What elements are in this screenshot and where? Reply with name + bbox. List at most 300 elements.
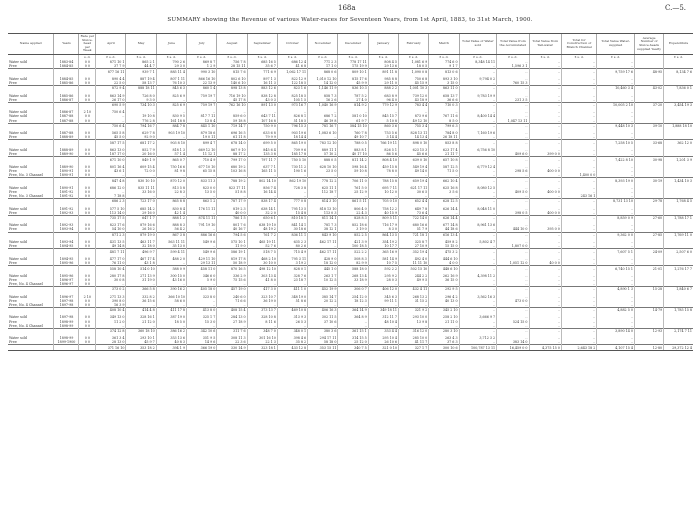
table-cell: .. (529, 119, 561, 124)
table-cell: 856 7 4 (247, 186, 277, 190)
table-cell: .. (126, 303, 156, 308)
column-header: April (96, 34, 126, 55)
table-cell: 57 1 4 (156, 152, 186, 157)
table-cell: 40 8 3 (156, 340, 186, 345)
table-cell: Free, No. 3 Channel (9, 172, 43, 177)
table-cell: 48 10 4 (368, 320, 398, 324)
column-header: November (308, 34, 338, 55)
table-cell: .. (561, 77, 597, 81)
table-cell: 686 12 0 (96, 186, 126, 190)
table-cell: Free, No. 4 Channel (9, 302, 43, 307)
table-cell: 313 9 3 (277, 315, 307, 319)
table-cell: 847 4 8 (96, 178, 126, 183)
table-cell: .. (561, 278, 597, 282)
table-cell: 35 13 0 (156, 244, 186, 249)
table-cell: 0 0 (79, 282, 96, 287)
table-cell: .. (459, 249, 497, 254)
table-cell: 82 9 9 (338, 261, 368, 266)
table-cell: .. (529, 85, 561, 90)
table-cell: Water sold (9, 148, 27, 152)
table-cell: .. (497, 282, 529, 287)
table-cell: 586 19 1 (217, 249, 247, 254)
table-cell: 40 15 9 (368, 211, 398, 216)
table-cell: 0 0 (79, 190, 96, 194)
table-cell: 433 12 8 (277, 345, 307, 351)
table-cell: .. (597, 77, 635, 81)
table-cell: 400 0 0 (529, 211, 561, 216)
table-cell: 822 12 9 (277, 77, 307, 81)
table-cell: .. (597, 81, 635, 86)
table-cell: 810 18 1 (277, 215, 307, 220)
table-cell: .. (561, 135, 597, 140)
table-cell: .. (497, 295, 529, 299)
table-cell: .. (561, 223, 597, 227)
table-cell: 871 2 3 (96, 232, 126, 237)
table-cell: 16,459 0 0 (497, 345, 529, 351)
table-cell: 27·60 (634, 215, 663, 220)
table-cell: 36 6 6 (429, 98, 459, 103)
table-cell: .. (597, 295, 635, 299)
table-cell: 18 5 0 (156, 320, 186, 324)
table-cell: 13 8 4 (187, 119, 217, 124)
table-cell: 29 13 6 (368, 64, 398, 69)
table-cell: 40 0 0 (217, 211, 247, 216)
table-cell: .. (338, 303, 368, 308)
table-cell: 364 8 9 (338, 315, 368, 319)
unit-cell: £ s. d. (429, 55, 459, 61)
table-cell: .. (187, 303, 217, 308)
table-cell: 1892-93 (54, 211, 79, 216)
table-cell: 799 6 3 (429, 123, 459, 128)
table-cell: 1,785 15 8 (664, 307, 693, 312)
table-cell: 1892-93 (54, 223, 79, 227)
table-cell: 699 5 0 (247, 140, 277, 145)
table-cell: 845 15 7 (368, 114, 398, 118)
table-cell: 778 17 11 (338, 60, 368, 64)
table-cell: 14 12 0 (308, 81, 338, 86)
table-cell: 92 9 0 (126, 135, 156, 140)
table-cell: 818 13 10 (308, 207, 338, 211)
table-cell: 107 16 8 (247, 119, 277, 124)
table-cell: .. (597, 110, 635, 114)
table-cell: 243 16 1 (561, 194, 597, 199)
table-cell: 362 12 0 (664, 140, 693, 145)
table-cell: 43 6 1 (96, 169, 126, 173)
table-cell: 8,400 14 4 (459, 114, 497, 118)
table-cell: .. (529, 114, 561, 118)
table-cell: 865 8 8 (156, 198, 186, 203)
table-cell: 891 13 0 (247, 102, 277, 107)
table-cell: 8,048 11 0 (459, 207, 497, 211)
table-cell: .. (529, 307, 561, 312)
column-header: September (247, 34, 277, 55)
table-cell: .. (277, 190, 307, 194)
table-cell: 29 13 11 (187, 261, 217, 266)
table-cell: 15 4 8 (277, 211, 307, 216)
table-cell: 0 0 (79, 324, 96, 329)
table-cell: 353 15 11 (308, 345, 338, 351)
table-cell: .. (597, 131, 635, 135)
table-cell: 502 15 10 (399, 266, 429, 271)
table-cell: 777 0 8 (277, 198, 307, 203)
table-cell: .. (459, 244, 497, 249)
table-cell: .. (497, 194, 529, 199)
unit-cell: £ s. d. (338, 55, 368, 61)
table-cell: 903 19 6 (277, 131, 307, 135)
table-cell: .. (156, 282, 186, 287)
table-cell: 808 4 10 (368, 157, 398, 162)
table-cell: 1,434 10 3 (664, 178, 693, 183)
table-cell: 884 7 8 (156, 123, 186, 128)
table-cell: 79 9 9 (247, 135, 277, 140)
table-cell: .. (308, 324, 338, 329)
column-header: March (429, 34, 459, 55)
table-cell: 1889-90 (54, 165, 79, 169)
table-cell: .. (459, 299, 497, 303)
table-cell: 432 4 11 (399, 286, 429, 291)
table-cell: 295 10 4 (368, 336, 398, 340)
table-cell: 750 6 4 (96, 110, 126, 114)
table-cell: .. (529, 207, 561, 211)
table-cell: 78 8 0 (368, 169, 398, 173)
table-cell: Free (9, 189, 17, 194)
table-cell: 2,507 6 0 (664, 249, 693, 254)
table-cell: 51 8 8 (217, 190, 247, 194)
table-cell: 408 10 4 (96, 307, 126, 312)
table-cell: Free (9, 168, 17, 173)
unit-cell: £ s. d. (597, 55, 635, 61)
table-cell: .. (308, 244, 338, 249)
table-cell: 352 19 4 (399, 249, 429, 254)
table-cell: 1891-92 (54, 190, 79, 194)
table-cell: 806 4 0 (338, 207, 368, 211)
table-cell: 3,562 16 3 (459, 295, 497, 299)
table-cell: .. (561, 110, 597, 114)
table-cell: 565 5 8 (96, 131, 126, 135)
table-cell: 787 5 2 (338, 94, 368, 98)
table-cell: 750 6 4 (96, 123, 126, 128)
table-cell: 8,859 0 9 (597, 215, 635, 220)
table-cell: .. (497, 278, 529, 282)
table-cell: .. (126, 194, 156, 199)
table-cell: .. (459, 69, 497, 74)
table-cell: 818 1 3 (156, 148, 186, 152)
table-cell: .. (247, 303, 277, 308)
table-cell: 609 15 4 (126, 165, 156, 169)
table-cell: 939 7 1 (126, 69, 156, 74)
table-cell: 776 2 8 (126, 119, 156, 124)
table-cell: 9,783 19 9 (459, 94, 497, 98)
table-cell: 845 1 10 (187, 123, 217, 128)
table-cell: 8 5 0 (429, 119, 459, 124)
table-cell: .. (597, 190, 635, 194)
table-cell: 1,201 3 9 (664, 157, 693, 162)
table-cell: 1896-97 (54, 278, 79, 282)
table-cell: 845 6 3 (156, 85, 186, 90)
table-cell: 80 2 6 (277, 244, 307, 249)
table-cell: .. (459, 198, 497, 203)
table-cell: 298 5 6 (497, 169, 529, 173)
table-cell: .. (597, 340, 635, 345)
table-cell: 616 13 4 (429, 232, 459, 237)
table-cell: 0 0 (79, 77, 96, 81)
table-cell: 825 18 5 (277, 94, 307, 98)
table-cell: 411 1 0 (277, 286, 307, 291)
table-cell: 29·78 (634, 198, 663, 203)
table-cell: 823 17 6 (96, 223, 126, 227)
table-cell: 794 5 6 (217, 232, 247, 237)
table-cell: 27 18 9 (217, 320, 247, 324)
table-cell: .. (217, 303, 247, 308)
column-header: January (368, 34, 398, 55)
table-cell: .. (497, 178, 529, 183)
table-cell: 122 18 5 (277, 81, 307, 86)
table-cell: 14 9 6 (187, 340, 217, 345)
table-cell: .. (561, 190, 597, 194)
table-cell: 409 5 0 (497, 190, 529, 194)
table-cell: 791 19 10 (187, 223, 217, 227)
table-cell: 176 11 11 (187, 207, 217, 211)
table-cell: .. (597, 135, 635, 140)
table-cell: 380 3 6 (308, 328, 338, 333)
table-cell: 492 4 0 (399, 257, 429, 261)
table-cell: 802 6 10 (217, 77, 247, 81)
table-cell: .. (529, 315, 561, 319)
table-cell: 39·10 (634, 123, 663, 128)
table-cell: 1,040 16 9 (308, 102, 338, 107)
table-cell: 815 17 6 (338, 77, 368, 81)
table-cell: 351 9 5 (187, 336, 217, 340)
table-cell: .. (338, 324, 368, 329)
table-cell: 813 0 6 (429, 69, 459, 74)
table-cell: .. (338, 173, 368, 178)
table-cell: 40 16 7 (217, 227, 247, 232)
table-cell: 795 3 11 (277, 257, 307, 261)
table-cell: 767 11 6 (429, 114, 459, 118)
table-cell: 864 13 5 (368, 232, 398, 237)
table-cell: 985 8 8 (368, 77, 398, 81)
table-cell: .. (597, 194, 635, 199)
table-cell: 353 18 2 (126, 345, 156, 351)
table-cell: 755 3 4 (399, 123, 429, 128)
table-cell: 240 6 0 (217, 295, 247, 299)
table-cell: 1,047 13 11 (497, 119, 529, 124)
table-cell: .. (529, 98, 561, 103)
table-cell: 638 19 10 (247, 223, 277, 227)
table-cell: .. (529, 64, 561, 69)
table-cell: 348 7 0 (247, 328, 277, 333)
table-cell: .. (187, 244, 217, 249)
table-cell: .. (597, 315, 635, 319)
table-cell: 584 15 10 (338, 123, 368, 128)
table-cell: .. (156, 135, 186, 140)
column-header: Name applied (8, 34, 54, 55)
table-cell: .. (497, 336, 529, 340)
table-cell: .. (529, 77, 561, 81)
table-cell: .. (561, 64, 597, 69)
table-cell: 898 13 8 (217, 85, 247, 90)
table-cell: .. (429, 110, 459, 114)
table-cell: 58 13 7 (126, 81, 156, 86)
table-cell: .. (459, 110, 497, 114)
table-cell: 8,961 13 6 (459, 223, 497, 227)
table-cell: 271 13 9 (126, 274, 156, 278)
table-cell: Water sold (9, 164, 27, 169)
table-cell: 1897-98 (54, 299, 79, 303)
table-cell: 1 2 9 (187, 64, 217, 69)
table-cell: .. (217, 282, 247, 287)
table-cell: .. (561, 340, 597, 345)
table-cell: .. (217, 194, 247, 199)
table-cell: .. (561, 328, 597, 333)
table-cell: 629 7 8 (126, 131, 156, 135)
table-cell: 802 14 10 (247, 178, 277, 183)
table-cell: .. (597, 207, 635, 211)
table-cell: 300 10 6 (429, 345, 459, 351)
table-cell: .. (561, 169, 597, 173)
table-cell: 3 14 4 (368, 135, 398, 140)
table-cell: 588 0 9 (156, 266, 186, 271)
table-cell: 626 14 4 (429, 215, 459, 220)
table-cell: .. (597, 169, 635, 173)
table-cell: 88 17 2 (217, 152, 247, 157)
table-cell: 735 17 5 (96, 215, 126, 220)
table-cell: .. (529, 157, 561, 162)
table-cell: 903 8 10 (156, 140, 186, 145)
table-cell: .. (497, 232, 529, 237)
table-cell: 28 13 0 (96, 340, 126, 345)
table-cell: 1,090 0 8 (399, 69, 429, 74)
table-cell: 0 0 (79, 131, 96, 135)
table-cell: 40 0 0 (529, 261, 561, 266)
table-cell: .. (459, 98, 497, 103)
table-cell: .. (126, 324, 156, 329)
table-cell: 360 18 10 (126, 328, 156, 333)
table-cell: 522 2 2 (338, 249, 368, 254)
table-cell: .. (338, 194, 368, 199)
table-cell: 45 5 0 (96, 135, 126, 140)
table-cell: 18 12 3 (338, 299, 368, 303)
revenue-summary-table (8, 33, 693, 351)
table-cell: 38 12 1 (308, 227, 338, 232)
table-cell: .. (561, 244, 597, 249)
table-cell: 786 1 5 (217, 215, 247, 220)
table-cell: 268 13 4 (338, 274, 368, 278)
table-cell: 19 0 11 (187, 135, 217, 140)
table-cell: 784 8 0 (429, 131, 459, 135)
table-cell: 303 13 4 (247, 274, 277, 278)
table-cell: 0 0 (79, 114, 96, 118)
table-cell (8, 345, 54, 351)
table-cell: 302 11 5 (308, 315, 338, 319)
table-cell: 0 0 (79, 207, 96, 211)
table-cell: 458 11 0 (187, 266, 217, 271)
table-cell: 10,460 3 4 (597, 85, 635, 90)
table-cell: 518 7 5 (247, 249, 277, 254)
table-cell: .. (126, 110, 156, 114)
table-cell: 9,794 0 2 (459, 77, 497, 81)
table-cell: 268 13 2 (399, 295, 429, 299)
table-cell: 1887-88 (54, 114, 79, 118)
column-header: August (217, 34, 247, 55)
table-cell: .. (597, 324, 635, 329)
table-cell: 398 0 5 (497, 211, 529, 216)
table-cell: 390 8 0 (96, 299, 126, 303)
table-cell: 366 10 10 (156, 295, 186, 299)
table-cell: 0 0 (79, 211, 96, 216)
table-cell: 861 5 11 (338, 198, 368, 203)
table-cell: .. (429, 211, 459, 216)
table-cell: Free (9, 80, 17, 85)
table-cell: 807 1 11 (156, 77, 186, 81)
table-cell: 794 16 7 (126, 123, 156, 128)
table-cell: 11 11 10 (399, 261, 429, 266)
table-cell: 508 8 3 (338, 257, 368, 261)
table-body (8, 55, 693, 351)
table-cell: .. (156, 324, 186, 329)
table-cell: 37 7 9 (96, 64, 126, 69)
table-cell: 0 0 (79, 98, 96, 103)
table-cell: 135 3 8 (247, 152, 277, 157)
table-cell: 428 9 0 (308, 257, 338, 261)
table-cell: 1888-89 (54, 135, 79, 140)
table-cell: 45 6 6 (399, 152, 429, 157)
table-cell: 592 2 2 (368, 266, 398, 271)
table-cell: .. (459, 227, 497, 232)
table-cell: 46 19 8 (308, 119, 338, 124)
table-cell: 365 16 9 (368, 249, 398, 254)
table-cell: 5 9 0 (187, 278, 217, 282)
table-cell: 72 0 0 (126, 169, 156, 173)
table-cell: .. (399, 194, 429, 199)
table-cell: 7,836 0 1 (664, 85, 693, 90)
table-cell: .. (561, 211, 597, 216)
table-cell: 54 10 0 (96, 227, 126, 232)
table-cell: 680 19 2 (217, 165, 247, 169)
table-cell: 886 16 6 (187, 232, 217, 237)
table-cell: 1,840 6 7 (664, 286, 693, 291)
table-cell: 549 19 4 (399, 165, 429, 169)
table-cell: 825 6 9 (156, 94, 186, 98)
table-cell: 870 16 5 (217, 266, 247, 271)
table-cell: 705 0 10 (368, 198, 398, 203)
table-cell: .. (156, 194, 186, 199)
table-cell: .. (597, 282, 635, 287)
table-cell: 759 19 7 (187, 102, 217, 107)
table-cell: .. (96, 119, 126, 124)
table-cell: 728 3 8 (277, 186, 307, 190)
table-cell: Free (9, 244, 17, 249)
table-cell: .. (247, 173, 277, 178)
table-cell: .. (497, 165, 529, 169)
table-cell: 50 18 9 (217, 261, 247, 266)
table-cell: 2,174 7 11 (664, 328, 693, 333)
table-cell: 0 0 (79, 227, 96, 232)
table-cell: 61 9 7 (338, 119, 368, 124)
table-cell: 17 1 0 (308, 64, 338, 69)
table-cell: 22 13 9 (187, 81, 217, 86)
table-cell: .. (561, 98, 597, 103)
table-cell: .. (247, 110, 277, 114)
table-cell: 26 10 6 (368, 340, 398, 345)
table-cell: 465 19 11 (247, 240, 277, 244)
table-cell: 888 18 11 (126, 85, 156, 90)
table-cell: 400 0 0 (529, 169, 561, 173)
table-cell: 398 4 6 (277, 336, 307, 340)
table-cell: .. (429, 303, 459, 308)
table-cell: 1888-89 (54, 148, 79, 152)
table-cell: .. (187, 110, 217, 114)
